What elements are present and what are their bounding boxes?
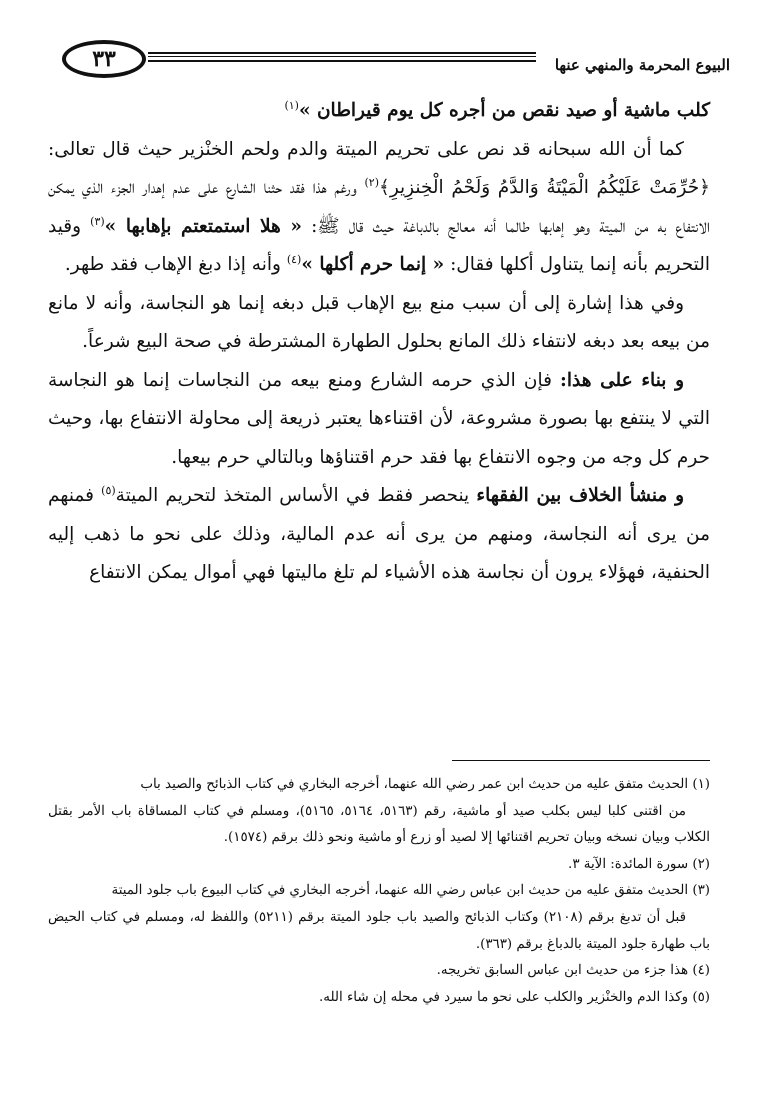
footnote-5: (٥) وكذا الدم والخنْزير والكلب على نحو ما سيرد في محله إن شاء الله. (319, 989, 710, 1005)
footnote-2: (٢) سورة المائدة: الآية ٣. (568, 856, 710, 872)
footnote-ref: (٥) (101, 483, 116, 497)
footnote-1: (١) الحديث متفق عليه من حديث ابن عمر رضي الله عنهما، أخرجه البخاري في كتاب الذبائح والصيد باب من اقتنى كلبا ليس بكلب صيد أو ماشية، رقم (٥١٦٣، ٥١٦٤، ٥١٦٥)، ومسلم في كتاب المساقاة باب الأمر بقتل الكلاب وبيان نسخه وبيان تحريم اقتنائها إلا لصيد أو زرع أو ماشية ونحو ذلك برقم (١٥٧٤). (48, 777, 710, 846)
footnote-ref: (٤) (286, 252, 302, 266)
main-text (48, 92, 710, 593)
page-number: ٣٣ (92, 46, 116, 72)
paragraph-5: و منشأ الخلاف بين الفقهاء ينحصر فقط في الأساس المتخذ لتحريم الميتة$^{(٥)}$ فمنهم من يرى أنه النجاسة، ومنهم من يرى أنه عدم المالية، وذلك على نحو ما ذهب إليه الحنفية، فهؤلاء يرون أن نجاسة هذه الأشياء لم تلغ ماليتها فهي أموال يمكن الانتفاع (48, 483, 710, 583)
footnote-ref: (٢) (364, 175, 379, 189)
paragraph-lead: و منشأ الخلاف بين الفقهاء (476, 485, 685, 506)
paragraph-lead: و بناء على هذا: (560, 369, 685, 391)
page-header (62, 38, 730, 88)
header-rule (148, 52, 536, 62)
hadith-quote: « إنما حرم أكلها » (301, 254, 445, 275)
paragraph-3: وفي هذا إشارة إلى أن سبب منع بيع الإهاب قبل دبغه إنما هو النجاسة، وأنه لا مانع من بيعه بعد دبغه لانتفاء ذلك المانع بحلول الطهارة المشترطة في صحة البيع شرعاً. (48, 292, 710, 352)
footnote-3: (٣) الحديث متفق عليه من حديث ابن عباس رضي الله عنهما، أخرجه البخاري في كتاب البيوع باب جلود الميتة قبل أن تدبغ برقم (٢١٠٨) وكتاب الذبائح والصيد باب جلود الميتة برقم (٥٢١١) واللفظ له، ومسلم في كتاب الحيض باب طهارة جلود الميتة بالدباغ برقم (٣٦٣). (48, 883, 710, 952)
paragraph-4: و بناء على هذا: فإن الذي حرمه الشارع ومنع بيعه من النجاسات إنما هو النجاسة التي لا ينتفع بها بصورة مشروعة، لأن اقتناءها يعتبر ذريعة إلى محاولة الانتفاع بها، وحيث حرم كل وجه من وجوه الانتفاع بها فقد حرم اقتناؤها وبالتالي حرم بيعها. (48, 369, 710, 468)
footnote-ref: (١) (284, 98, 299, 112)
running-title: البيوع المحرمة والمنهي عنها (554, 56, 730, 74)
footnote-separator (452, 760, 710, 761)
footnote-4: (٤) هذا جزء من حديث ابن عباس السابق تخريجه. (436, 963, 710, 979)
paragraph-2: كما أن الله سبحانه قد نص على تحريم الميتة والدم ولحم الخنْزير حيث قال تعالى: ﴿حُرِّمَتْ عَلَيْكُمُ الْمَيْتَةُ وَالدَّمُ وَلَحْمُ الْخِنزِيرِ﴾$^{(٢)}$ ورغم هذا فقد حثنا الشارع على عدم إهدار الجزء الذي يمكن الانتفاع به من الميتة وهو إهابها طالما أنه معالج بالدباغة حيث قال ﷺ: « هلا استمتعتم بإهابها »$^{(٣)}$ وقيد التحريم بأنه إنما يتناول أكلها فقال: « إنما حرم أكلها »$^{(٤)}$ وأنه إذا دبغ الإهاب فقد طهر. (48, 138, 710, 275)
footnote-ref: (٣) (90, 214, 105, 228)
page-number-badge (62, 40, 146, 78)
footnotes (48, 772, 710, 1011)
hadith-quote: « هلا استمتعتم بإهابها » (104, 215, 302, 237)
paragraph-1: كلب ماشية أو صيد نقص من أجره كل يوم قيراطان »$^{(١)}$ (284, 98, 710, 121)
